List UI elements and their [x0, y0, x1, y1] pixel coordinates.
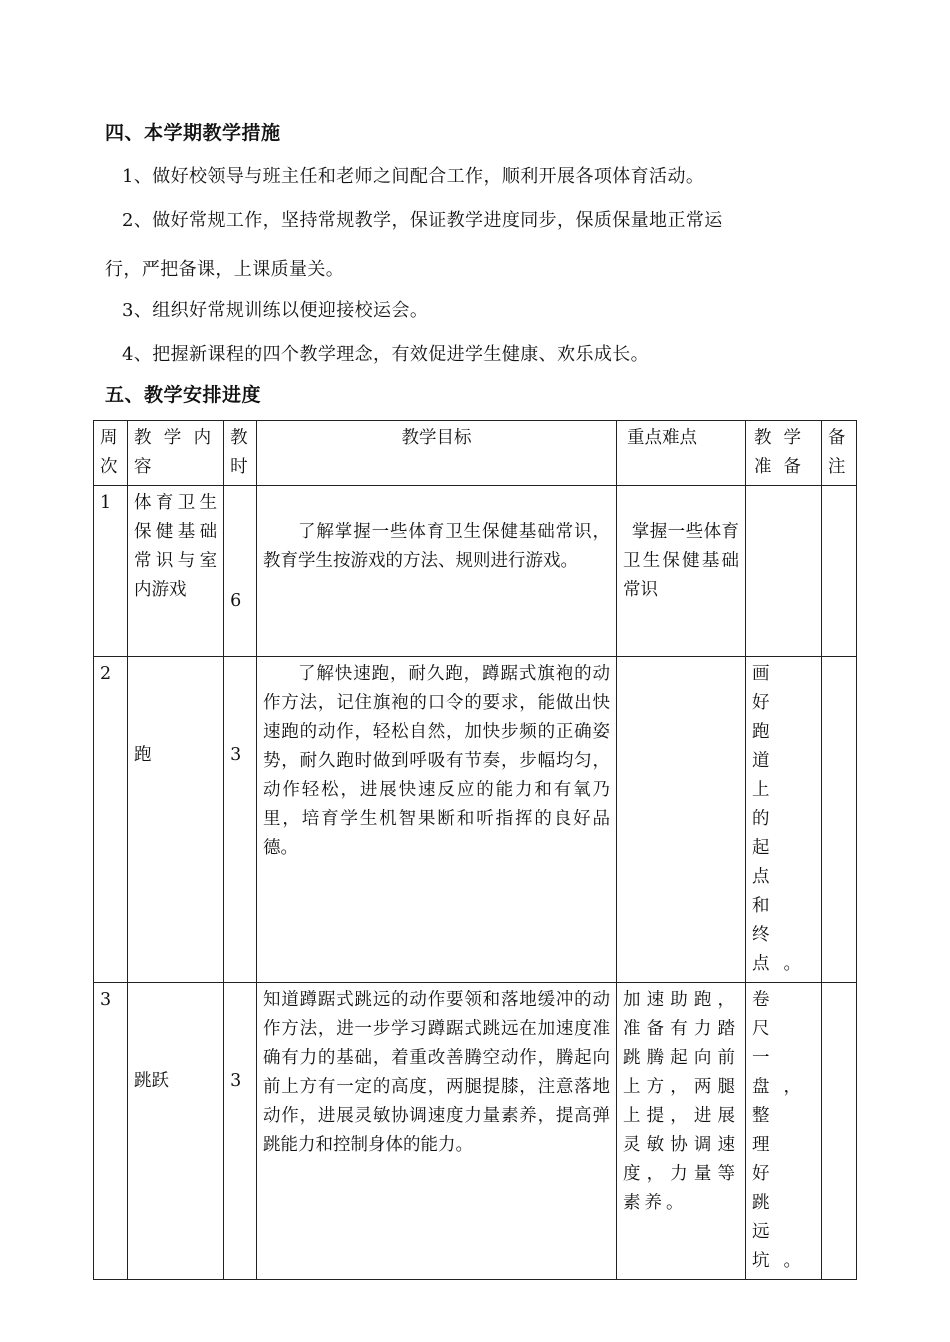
row3-content: 跳跃	[127, 983, 223, 1280]
row1-week: 1	[94, 486, 128, 657]
table-header-row	[94, 421, 857, 486]
row2-week: 2	[94, 657, 128, 983]
row1-prep	[746, 486, 822, 657]
row3-prep: 卷尺一盘，整理好跳远坑。	[746, 983, 822, 1280]
header-key: 重点难点	[616, 421, 745, 486]
row3-goal: 知道蹲踞式跳远的动作要领和落地缓冲的动作方法，进一步学习蹲踞式跳远在加速度准确有力的基础，着重改善腾空动作，腾起向前上方有一定的高度，两腿提膝，注意落地动作，进展灵敏协调速度力量素养，提高弹跳能力和控制身体的能力。	[257, 983, 617, 1280]
row2-note	[821, 657, 856, 983]
header-week: 周次	[94, 421, 128, 486]
header-goal: 教学目标	[257, 421, 617, 486]
measure-item-2: 2、做好常规工作，坚持常规教学，保证教学进度同步，保质保量地正常运	[122, 210, 723, 231]
row2-key	[616, 657, 745, 983]
row2-goal: 了解快速跑，耐久跑，蹲踞式旗袍的动作方法，记住旗袍的口令的要求，能做出快速跑的动作，轻松自然，加快步频的正确姿势，耐久跑时做到呼吸有节奏，步幅均匀，动作轻松，进展快速反应的能力和有氧乃里，培育学生机智果断和听指挥的良好品德。	[257, 657, 617, 983]
row1-goal: 了解掌握一些体育卫生保健基础常识，教育学生按游戏的方法、规则进行游戏。	[257, 486, 617, 657]
row1-hours: 6	[224, 486, 257, 657]
section5-title: 五、教学安排进度	[105, 384, 262, 406]
header-hours: 教时	[224, 421, 257, 486]
row3-week: 3	[94, 983, 128, 1280]
row1-content: 体育卫生保健基础常识与室内游戏	[127, 486, 223, 657]
section4-title: 四、本学期教学措施	[105, 122, 281, 144]
table-row	[94, 983, 857, 1280]
row1-note	[821, 486, 856, 657]
header-note: 备注	[821, 421, 856, 486]
measure-item-3: 3、组织好常规训练以便迎接校运会。	[122, 300, 429, 321]
table-row	[94, 486, 857, 657]
row2-hours: 3	[224, 657, 257, 983]
measure-item-1: 1、做好校领导与班主任和老师之间配合工作，顺利开展各项体育活动。	[122, 166, 705, 187]
schedule-table	[93, 420, 857, 1280]
row3-key: 加速助跑，准备有力踏跳腾起向前上方，两腿上提，进展灵敏协调速度，力量等素养。	[616, 983, 745, 1280]
measure-item-4: 4、把握新课程的四个教学理念，有效促进学生健康、欢乐成长。	[122, 344, 650, 365]
measure-item-2-cont: 行，严把备课，上课质量关。	[105, 259, 345, 280]
table-row	[94, 657, 857, 983]
row2-prep: 画好跑道上的起点和终点。	[746, 657, 822, 983]
row3-hours: 3	[224, 983, 257, 1280]
header-content: 教学内容	[127, 421, 223, 486]
row3-note	[821, 983, 856, 1280]
row1-key: 掌握一些体育卫生保健基础常识	[616, 486, 745, 657]
header-prep: 教学准备	[746, 421, 822, 486]
row2-content: 跑	[127, 657, 223, 983]
